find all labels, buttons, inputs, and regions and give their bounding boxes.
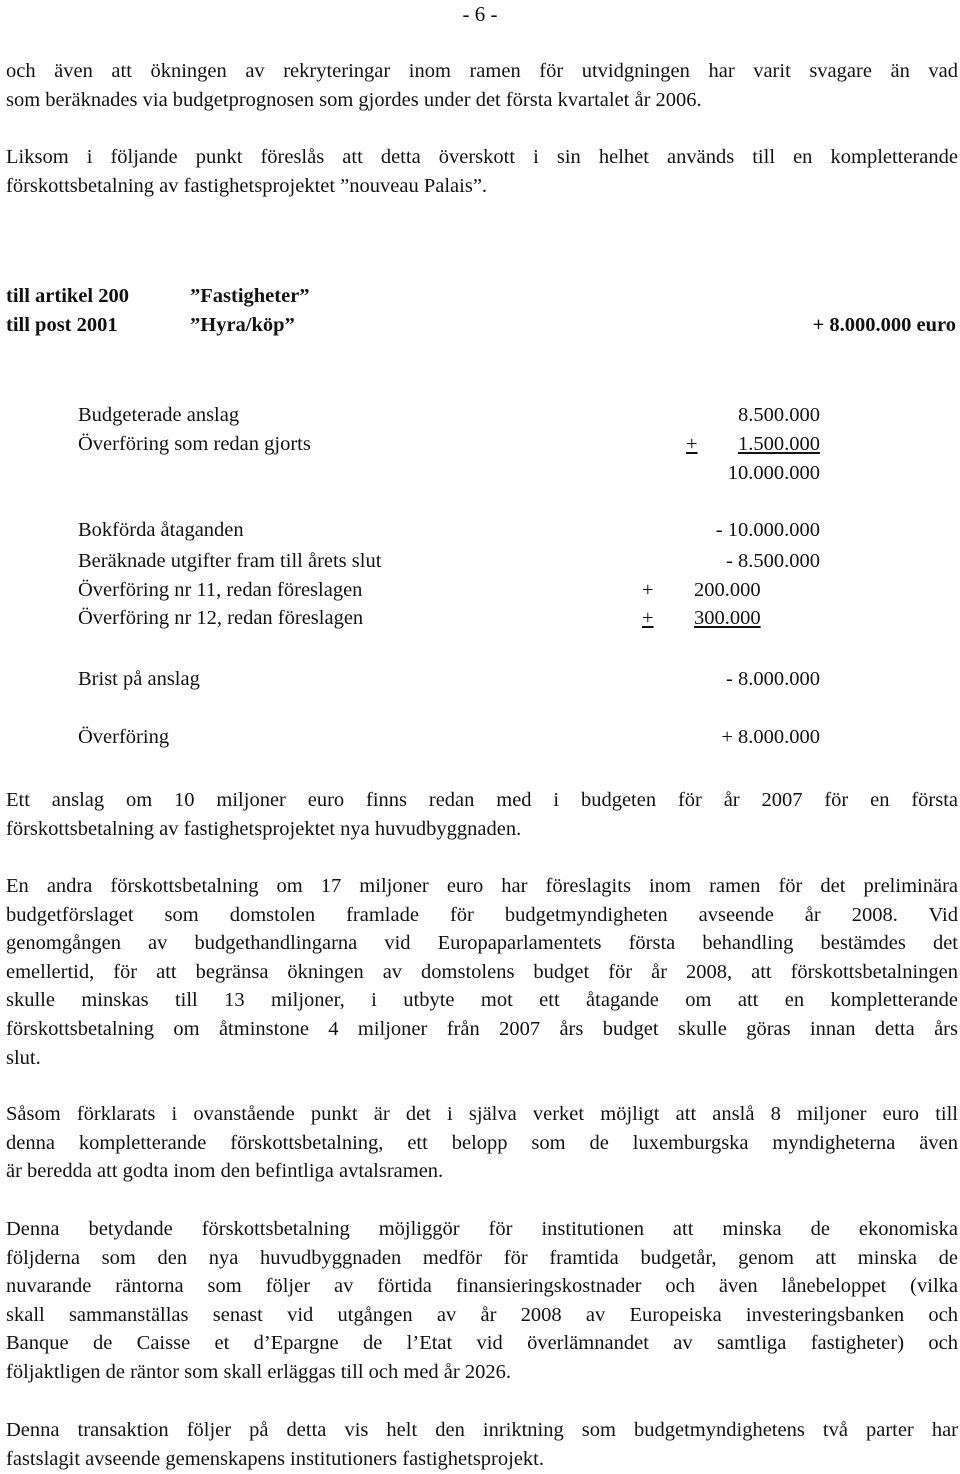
paragraph-forklarats [6, 1100, 958, 1186]
text-line: genomgången av budgethandlingarna vid Europaparlamentets första behandling bestämdes det [6, 932, 958, 955]
post-label: till post 2001 [6, 314, 118, 336]
heading-amount: + 8.000.000 euro [812, 314, 956, 336]
beraknade-amount: - 8.500.000 [726, 550, 820, 572]
text-line: förskottsbetalning om åtminstone 4 miljoner från 2007 års budget skulle göras innan detta års [6, 1017, 958, 1040]
paragraph-surplus [6, 143, 958, 200]
overforing12-label: Överföring nr 12, redan föreslagen [78, 607, 364, 629]
budgeterade-label: Budgeterade anslag [78, 404, 240, 426]
brist-amount: - 8.000.000 [726, 668, 820, 690]
text-line: förskottsbetalning av fastighetsprojektet nya huvudbyggnaden. [6, 817, 522, 840]
paragraph-betydande [6, 1215, 958, 1387]
text-line: Liksom i följande punkt föreslås att detta överskott i sin helhet används till en kompletterande [6, 146, 958, 168]
text-line: fastslagit avseende gemenskapens institutioners fastighetsprojekt. [6, 1447, 544, 1470]
text-line: denna kompletterande förskottsbetalning, ett belopp som de luxemburgska myndigheterna även [6, 1131, 958, 1154]
overforing-gjorts-sign: + [686, 433, 698, 455]
bokforda-amount: - 10.000.000 [715, 519, 820, 541]
artikel-label: till artikel 200 [6, 285, 129, 307]
text-line: är beredda att godta inom den befintliga avtalsramen. [6, 1160, 444, 1183]
artikel-name: ”Fastigheter” [190, 285, 310, 307]
budgeterade-amount: 8.500.000 [738, 404, 820, 426]
overforing-amount: + 8.000.000 [721, 726, 820, 748]
overforing11-amount: 200.000 [694, 579, 761, 601]
text-line: Ett anslag om 10 miljoner euro finns redan med i budgeten för år 2007 för en första [6, 789, 958, 811]
overforing12-sign: + [642, 607, 654, 629]
text-line: och även att ökningen av rekryteringar inom ramen för utvidgningen har varit svagare än vad [6, 60, 958, 82]
text-line: förskottsbetalning av fastighetsprojektet ”nouveau Palais”. [6, 174, 488, 197]
text-line: följderna som den nya huvudbyggnaden medför för framtida budgetår, genom att minska de [6, 1246, 958, 1269]
text-line: skall sammanställas senast vid utgången av år 2008 av Europeiska investeringsbanken och [6, 1303, 958, 1326]
overforing11-label: Överföring nr 11, redan föreslagen [78, 579, 363, 601]
text-line: Banque de Caisse et d’Epargne de l’Etat vid överlämnandet av samtliga fastigheter) och [6, 1332, 958, 1355]
text-line: budgetförslaget som domstolen framlade för budgetmyndigheten avseende år 2008. Vid [6, 903, 958, 926]
overforing12-amount: 300.000 [694, 607, 761, 629]
text-line: emellertid, för att begränsa ökningen av domstolens budget för år 2008, att förskottsbetalningen [6, 960, 958, 983]
text-line: nuvarande räntorna som följer av förtida finansieringskostnader och även lånebeloppet (vilka [6, 1275, 958, 1298]
post-name: ”Hyra/köp” [190, 314, 295, 336]
text-line: Denna betydande förskottsbetalning möjliggör för institutionen att minska de ekonomiska [6, 1218, 958, 1240]
text-line: Såsom förklarats i ovanstående punkt är det i själva verket möjligt att anslå 8 miljoner euro till [6, 1103, 958, 1125]
bokforda-label: Bokförda åtaganden [78, 519, 244, 541]
paragraph-andra-forskott [6, 872, 958, 1072]
overforing-label: Överföring [78, 726, 170, 748]
text-line: En andra förskottsbetalning om 17 miljoner euro har föreslagits inom ramen för det preliminära [6, 875, 958, 897]
text-line: slut. [6, 1046, 41, 1069]
beraknade-label: Beräknade utgifter fram till årets slut [78, 550, 382, 572]
paragraph-intro [6, 57, 958, 114]
paragraph-anslag [6, 786, 958, 843]
text-line: Denna transaktion följer på detta vis helt den inriktning som budgetmyndighetens två parter har [6, 1419, 958, 1441]
overforing-gjorts-amount: 1.500.000 [738, 433, 820, 455]
overforing-gjorts-label: Överföring som redan gjorts [78, 433, 311, 455]
text-line: skulle minskas till 13 miljoner, i utbyte mot ett åtagande om att en kompletterande [6, 989, 958, 1012]
paragraph-transaktion [6, 1416, 958, 1473]
overforing11-sign: + [642, 579, 654, 601]
text-line: följaktligen de räntor som skall erläggas till och med år 2026. [6, 1360, 511, 1383]
page-number: - 6 - [462, 2, 498, 26]
text-line: som beräknades via budgetprognosen som gjordes under det första kvartalet år 2006. [6, 88, 702, 111]
subtotal-amount: 10.000.000 [727, 462, 820, 484]
brist-label: Brist på anslag [78, 668, 200, 690]
